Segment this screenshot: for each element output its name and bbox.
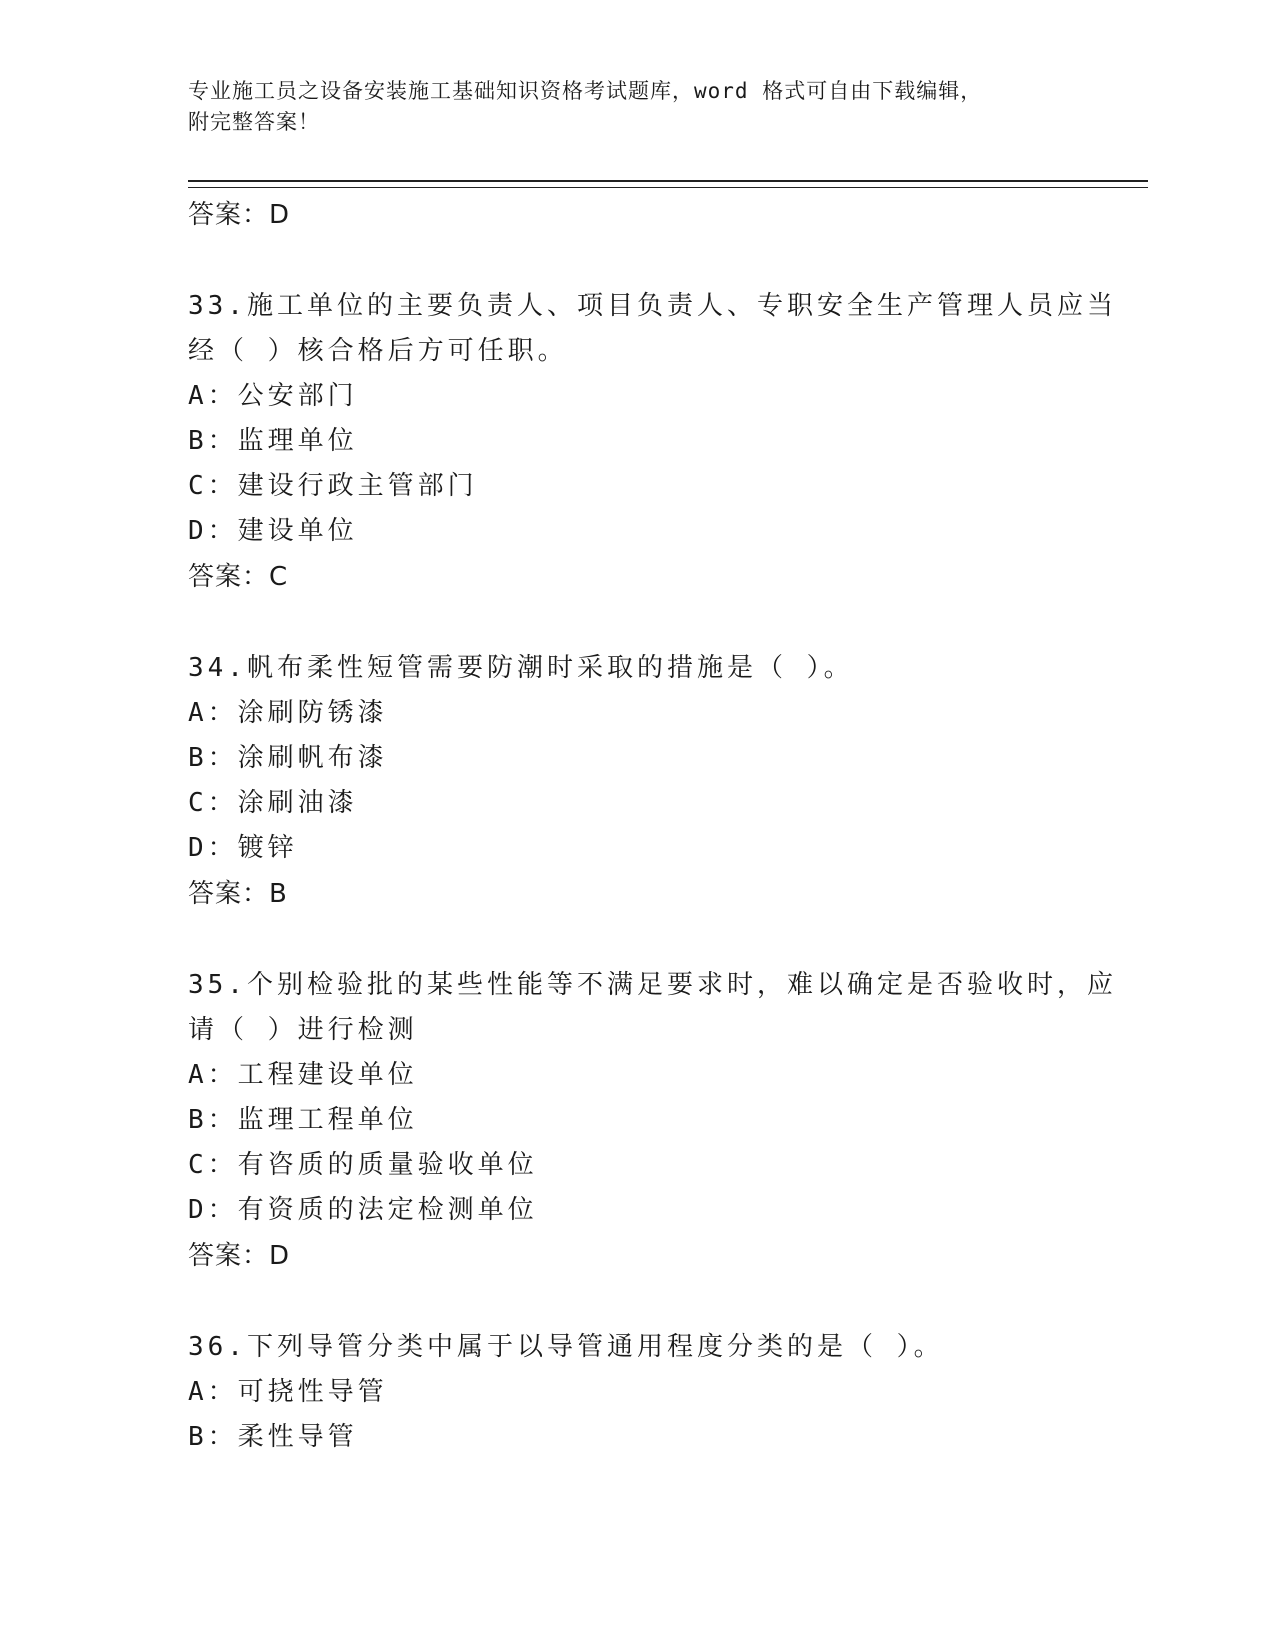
answer-line: 答案：D xyxy=(188,200,291,230)
option-b: B：柔性导管 xyxy=(188,1422,358,1452)
question-stem: 经（ ）核合格后方可任职。 xyxy=(188,336,568,366)
question-stem: 请（ ）进行检测 xyxy=(188,1015,418,1045)
option-d: D：有资质的法定检测单位 xyxy=(188,1195,538,1225)
option-c: C：涂刷油漆 xyxy=(188,788,358,818)
document-header xyxy=(188,76,1048,138)
option-a: A：公安部门 xyxy=(188,381,358,411)
question-34 xyxy=(188,646,1148,917)
option-d: D：建设单位 xyxy=(188,516,358,546)
option-d: D：镀锌 xyxy=(188,833,298,863)
option-a: A：涂刷防锈漆 xyxy=(188,698,388,728)
question-stem: 33.施工单位的主要负责人、项目负责人、专职安全生产管理人员应当 xyxy=(188,291,1117,321)
answer-line: 答案：B xyxy=(188,879,288,909)
question-35 xyxy=(188,963,1148,1279)
question-36 xyxy=(188,1325,1148,1460)
header-line-2: 附完整答案！ xyxy=(188,110,320,134)
question-stem: 35.个别检验批的某些性能等不满足要求时，难以确定是否验收时，应 xyxy=(188,970,1117,1000)
header-line-1: 专业施工员之设备安装施工基础知识资格考试题库，word 格式可自由下载编辑， xyxy=(188,79,983,103)
answer-line: 答案：C xyxy=(188,562,289,592)
question-stem: 36.下列导管分类中属于以导管通用程度分类的是（ ）。 xyxy=(188,1332,944,1362)
question-33 xyxy=(188,284,1148,600)
option-b: B：监理单位 xyxy=(188,426,358,456)
option-c: C：有咨质的质量验收单位 xyxy=(188,1150,538,1180)
header-divider xyxy=(188,180,1148,188)
question-stem: 34.帆布柔性短管需要防潮时采取的措施是（ ）。 xyxy=(188,653,854,683)
option-a: A：可挠性导管 xyxy=(188,1377,388,1407)
answer-line: 答案：D xyxy=(188,1241,291,1271)
option-c: C：建设行政主管部门 xyxy=(188,471,478,501)
option-b: B：涂刷帆布漆 xyxy=(188,743,388,773)
question-content xyxy=(188,192,1148,1460)
option-a: A：工程建设单位 xyxy=(188,1060,418,1090)
option-b: B：监理工程单位 xyxy=(188,1105,418,1135)
